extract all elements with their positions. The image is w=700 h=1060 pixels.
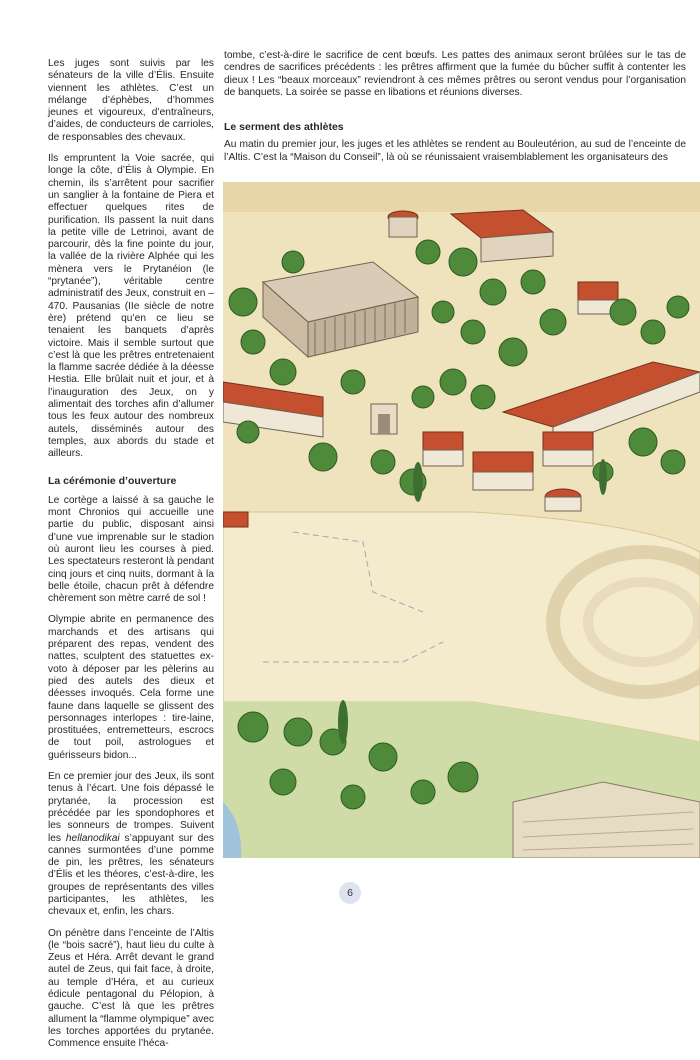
first-day-text-b: s’appuyant sur des cannes surmontées d’une pomme de pin, les prêtres, les sénateurs d’Élis et les théores, c’est-à-dire, les groupes de représentants des villes participantes, les athlètes, les chevaux et, enfin, les chars. [48, 832, 214, 918]
olympia-illustration [223, 182, 700, 858]
paragraph-hecatomb: tombe, c’est-à-dire le sacrifice de cent bœufs. Les pattes des animaux seront brûlées sur le tas de cendres de sacrifices précédents : les prêtres affirment que la fumée du bûcher suffit à contenter les dieux ! Les “beaux morceaux” reviendront à ces mêmes prêtres ou seront vendus pour l’organisation de banquets. La soirée se passe en libations et réunions diverses. [224, 50, 686, 98]
heading-opening-ceremony: La cérémonie d’ouverture [48, 474, 177, 487]
right-text-column [224, 50, 686, 164]
paragraph-merchants: Olympie abrite en permanence des marchands et des artisans qui préparent des repas, vendent des nattes, sculptent des statuettes ex-voto à déposer par les pèlerins au pied des autels des dieux et déesses invoqués. Cela forme une faune dans laquelle se glissent des personnages interlopes : tire-laine, prostituées, entremetteurs, escrocs de tout poil, astrologues et guérisseurs bidon... [48, 614, 214, 761]
olympia-aerial-view [223, 182, 700, 858]
paragraph-sacred-way: Ils empruntent la Voie sacrée, qui longe la côte, d’Élis à Olympie. En chemin, ils s’arrêtent pour sacrifier un sanglier à la fontaine de Piera et effectuer quelques rites de purification. Ils passent la nuit dans la petite ville de Letrinoi, avant de parcourir, dès la fine pointe du jour, la vallée de la rivière Alphée qui les mènera vers le Prytanéion (le “prytanée”), véritable centre administratif des Jeux, construit en – 470. Pausanias (IIe siècle de notre ère) prétend qu’en ce lieu se tenaient les banquets d’après victoire. Mais il semble surtout que c’est là que les prêtres entretenaient la flamme sacrée dédiée à la déesse Hestia. Elle brûlait nuit et jour, et à l’inauguration des Jeux, on y alimentait des torches afin d’allumer tous les feux autour des nombreux autels, disséminés autour des temples, aux abords du stade et ailleurs. [48, 153, 214, 460]
philippeion-tholos [388, 211, 418, 237]
background-area [223, 182, 700, 212]
paragraph-judges: Les juges sont suivis par les sénateurs de la ville d’Élis. Ensuite viennent les athlètes. C’est un mélange d’éphèbes, d’hommes jeunes et vigoureux, d’entraîneurs, d’aides, de conducteurs de carrioles, de responsables des chevaux. [48, 58, 214, 143]
paragraph-procession: Le cortège a laissé à sa gauche le mont Chronios qui accueille une partie du public, disposant ainsi d’une vue imprenable sur le stadion où auront lieu les courses à pied. Les spectateurs resteront là pendant cinq jours et cinq nuits, dormant à la belle étoile, chacun prêt à défendre chèrement son mètre carré de sol ! [48, 494, 214, 605]
hellanodikai-term: hellanodikai [65, 832, 120, 844]
paragraph-first-day [48, 771, 214, 919]
heading-athletes-oath: Le serment des athlètes [224, 121, 344, 134]
paragraph-altis: On pénètre dans l’enceinte de l’Altis (le “bois sacré”), haut lieu du culte à Zeus et Héra. Arrêt devant le grand autel de Zeus, qui fait face, à droite, au temple d’Héra, et au curieux édicule pentagonal du Pélopion, à gauche. C’est là que les prêtres allument la “flamme olympique” avec les torches apportées du prytanée. Commence ensuite l’héca- [48, 927, 214, 1050]
paragraph-bouleuterion: Au matin du premier jour, les juges et les athlètes se rendent au Bouleutérion, au sud de l’enceinte de l’Altis. C’est la “Maison du Conseil”, là où se réunissaient vraisemblablement les organisateurs des [224, 139, 686, 163]
first-day-text-a: En ce premier jour des Jeux, ils sont tenus à l’écart. Une fois dépassé le prytanée, la procession est précédée par les spondophores et les sonneurs de trompes. Suivent les [48, 771, 214, 844]
page-number: 6 [339, 882, 361, 904]
left-text-column [48, 58, 214, 1060]
entrance-arch [371, 404, 397, 434]
